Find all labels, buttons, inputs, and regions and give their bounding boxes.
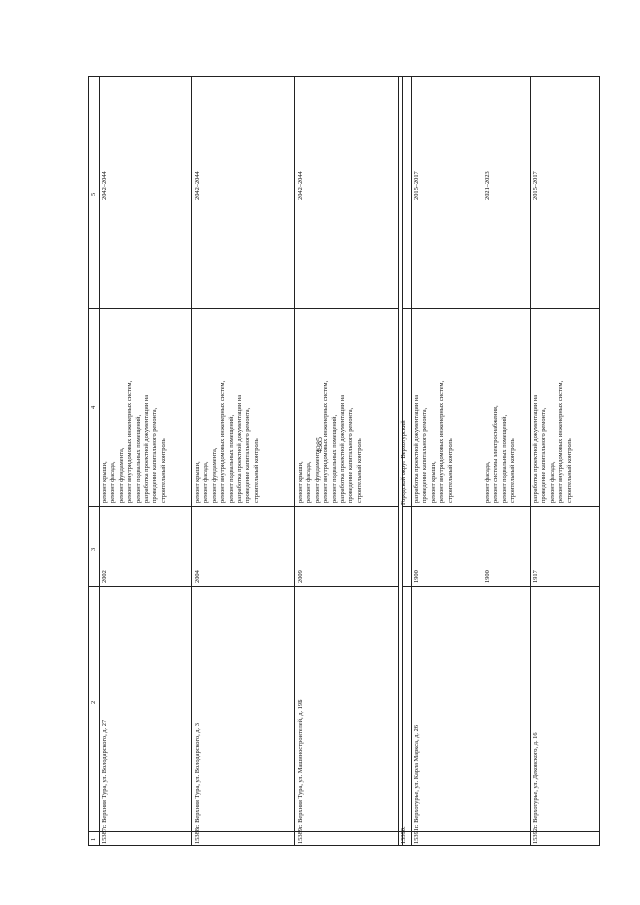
table-line <box>402 506 600 507</box>
row-address: г. Верхотурье, ул. Дековского, д. 16 <box>532 732 539 828</box>
row-period: 2015–2017 <box>413 171 420 200</box>
row-period: 2021–2023 <box>484 171 491 200</box>
section-title: Городской округ Верхотурский <box>400 420 407 505</box>
row-year: 2004 <box>194 570 201 583</box>
row-works: ремонт крыши, ремонт фасада, ремонт фундамента, ремонт внутридомовых инженерных систем, ремонт подвальных помещений, разработка проектной документации на проведение капитального ремонта, строительный контроль <box>297 380 363 503</box>
row-year: 2002 <box>101 570 108 583</box>
table-line <box>88 308 398 309</box>
table-line <box>530 76 531 846</box>
column-header: 1 <box>90 837 97 841</box>
row-period: 2042–2044 <box>101 171 108 200</box>
column-header: 5 <box>90 192 97 196</box>
row-works: ремонт крыши, ремонт фасада, ремонт фундамента, ремонт внутридомовых инженерных систем, ремонт подвальных помещений, разработка проектной документации на проведение капитального ремонта, строительный контроль <box>101 380 167 503</box>
table-line <box>398 76 399 846</box>
row-address: г. Верхняя Тура, ул. Володарского, д. 27 <box>101 719 108 828</box>
page-number: 4385 <box>315 437 324 453</box>
row-address: г. Верхняя Тура, ул. Машиностроителей, д. 19Б <box>297 699 304 828</box>
row-period: 2015–2017 <box>532 171 539 200</box>
table-line <box>191 76 192 846</box>
table-line <box>99 76 100 846</box>
table-line <box>402 586 600 587</box>
row-works: разработка проектной документации на проведение капитального ремонта, ремонт крыши, ремонт внутридомовых инженерных систем, строительный контроль <box>413 380 454 503</box>
column-header: 2 <box>90 700 97 704</box>
column-header: 4 <box>90 405 97 409</box>
table-line <box>482 76 530 77</box>
table-line <box>88 506 398 507</box>
table-line <box>411 76 412 846</box>
row-period: 2042–2044 <box>194 171 201 200</box>
table-line <box>294 76 295 846</box>
row-number: 15388. <box>194 826 201 844</box>
document-table <box>88 76 600 846</box>
table-line <box>88 845 600 846</box>
row-period: 2042–2044 <box>297 171 304 200</box>
row-year: 1900 <box>413 570 420 583</box>
row-number: 15391. <box>413 826 420 844</box>
row-number: 15387. <box>101 826 108 844</box>
table-line <box>88 586 398 587</box>
row-works: ремонт фасада, ремонт системы электроснабжения, ремонт подвальных помещений, строительный контроль <box>484 405 517 503</box>
row-address: г. Верхотурье, ул. Карла Маркса, д. 26 <box>413 725 420 828</box>
row-number: 15390. <box>400 826 407 844</box>
row-year: 1917 <box>532 570 539 583</box>
row-year: 1900 <box>484 570 491 583</box>
row-works: разработка проектной документации на проведение капитального ремонта, ремонт фасада, ремонт внутридомовых инженерных систем, строительный контроль <box>532 380 573 503</box>
row-number: 15389. <box>297 826 304 844</box>
row-year: 2009 <box>297 570 304 583</box>
table-line <box>599 76 600 846</box>
row-number: 15392. <box>532 826 539 844</box>
row-works: ремонт крыши, ремонт фасада, ремонт фундамента, ремонт внутридомовых инженерных систем, ремонт подвальных помещений, разработка проектной документации на проведение капитального ремонта, строительный контроль <box>194 380 260 503</box>
table-line <box>88 76 89 846</box>
column-header: 3 <box>90 547 97 551</box>
table-line <box>88 831 600 832</box>
table-line <box>402 308 600 309</box>
row-address: г. Верхняя Тура, ул. Володарского, д. 3 <box>194 723 201 828</box>
